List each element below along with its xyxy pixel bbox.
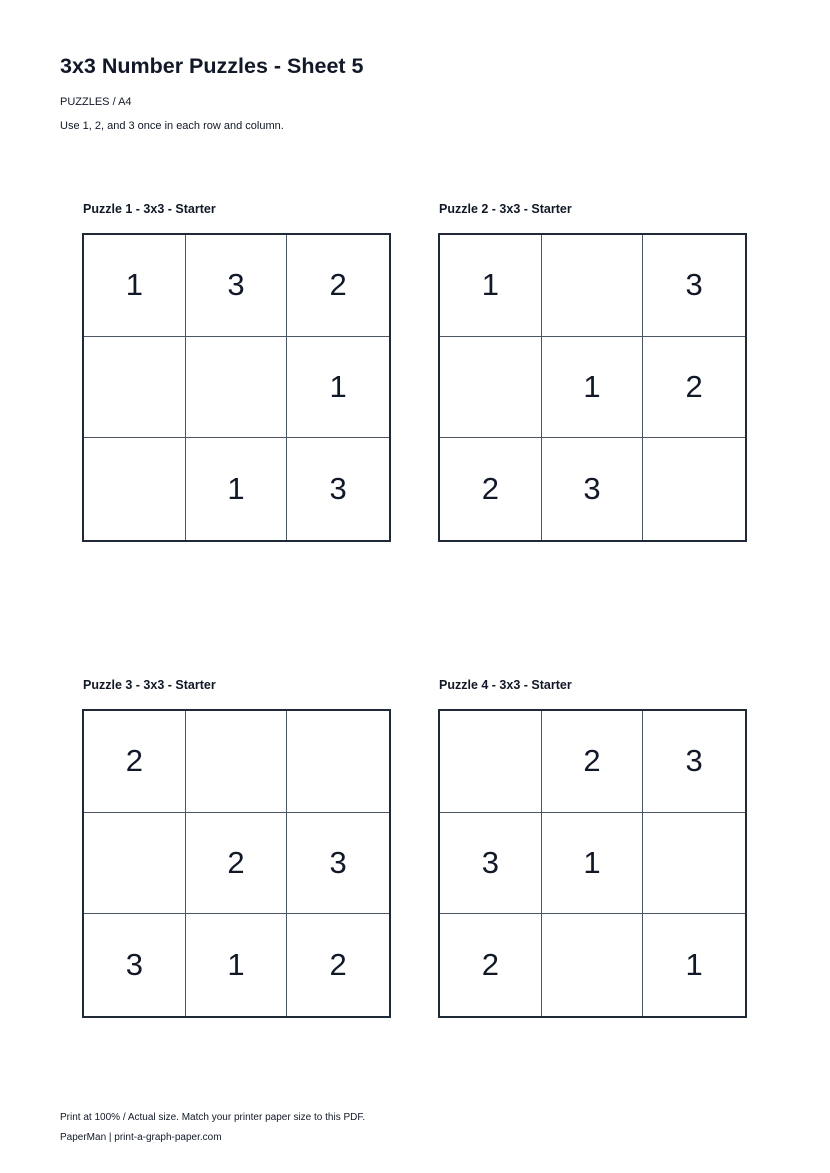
puzzle-3-cell-r3c1[interactable]: 3 <box>84 914 186 1016</box>
puzzle-4-grid <box>438 709 747 1018</box>
puzzle-3-cell-r1c2[interactable] <box>186 711 288 813</box>
puzzle-1-cell-r3c1[interactable] <box>84 438 186 540</box>
puzzle-4-cell-r1c3[interactable]: 3 <box>643 711 745 813</box>
puzzle-1-cell-r1c1[interactable]: 1 <box>84 235 186 337</box>
puzzle-3-grid <box>82 709 391 1018</box>
puzzle-2-cell-r3c2[interactable]: 3 <box>542 438 644 540</box>
puzzle-1-cell-r1c3[interactable]: 2 <box>287 235 389 337</box>
puzzle-1-cell-r3c3[interactable]: 3 <box>329 471 347 507</box>
puzzle-4-cell-r1c2[interactable]: 2 <box>542 711 644 813</box>
puzzle-2-cell-r1c2[interactable] <box>542 235 644 337</box>
puzzle-1-cell-r3c2[interactable]: 1 <box>186 438 288 540</box>
puzzle-4-cell-r3c2[interactable] <box>542 914 644 1016</box>
puzzle-4-label: Puzzle 4 - 3x3 - Starter <box>439 678 572 692</box>
puzzle-4-cell-r1c1[interactable] <box>440 711 542 813</box>
puzzle-1-cell-r1c2[interactable]: 3 <box>186 235 288 337</box>
puzzle-2-cell-r3c1[interactable]: 2 <box>440 438 542 540</box>
puzzle-1-cell-r2c2[interactable] <box>186 337 288 439</box>
puzzle-3-cell-r1c3[interactable] <box>287 711 389 813</box>
puzzle-3-cell-r1c1[interactable]: 2 <box>84 711 186 813</box>
puzzle-2-grid <box>438 233 747 542</box>
puzzle-instructions: Use 1, 2, and 3 once in each row and column. <box>60 120 284 132</box>
puzzle-4-cell-r3c3[interactable]: 1 <box>685 947 703 983</box>
page-subtitle: PUZZLES / A4 <box>60 96 132 108</box>
puzzle-1-cell-r2c3[interactable]: 1 <box>287 337 389 439</box>
puzzle-4-cell-r3c1[interactable]: 2 <box>440 914 542 1016</box>
puzzle-3-cell-r3c2[interactable]: 1 <box>186 914 288 1016</box>
puzzle-4-cell-r2c2[interactable]: 1 <box>542 813 644 915</box>
puzzle-3-cell-r3c3[interactable]: 2 <box>329 947 347 983</box>
puzzle-2-label: Puzzle 2 - 3x3 - Starter <box>439 202 572 216</box>
puzzle-1-cell-r2c1[interactable] <box>84 337 186 439</box>
puzzle-3-cell-r2c2[interactable]: 2 <box>186 813 288 915</box>
puzzle-1-label: Puzzle 1 - 3x3 - Starter <box>83 202 216 216</box>
puzzle-2-cell-r2c3[interactable]: 2 <box>643 337 745 439</box>
puzzle-2-cell-r3c3[interactable] <box>643 438 745 540</box>
puzzle-4-cell-r2c3[interactable] <box>643 813 745 915</box>
page-title: 3x3 Number Puzzles - Sheet 5 <box>60 54 364 78</box>
puzzle-2-cell-r2c2[interactable]: 1 <box>542 337 644 439</box>
puzzle-3-cell-r2c1[interactable] <box>84 813 186 915</box>
puzzle-2-cell-r2c1[interactable] <box>440 337 542 439</box>
puzzle-2-cell-r1c1[interactable]: 1 <box>440 235 542 337</box>
puzzle-3-cell-r2c3[interactable]: 3 <box>287 813 389 915</box>
puzzle-1-grid <box>82 233 391 542</box>
puzzle-2-cell-r1c3[interactable]: 3 <box>643 235 745 337</box>
puzzle-3-label: Puzzle 3 - 3x3 - Starter <box>83 678 216 692</box>
puzzle-4-cell-r2c1[interactable]: 3 <box>440 813 542 915</box>
print-instructions: Print at 100% / Actual size. Match your printer paper size to this PDF. <box>60 1112 366 1123</box>
footer-brand: PaperMan | print-a-graph-paper.com <box>60 1132 222 1143</box>
